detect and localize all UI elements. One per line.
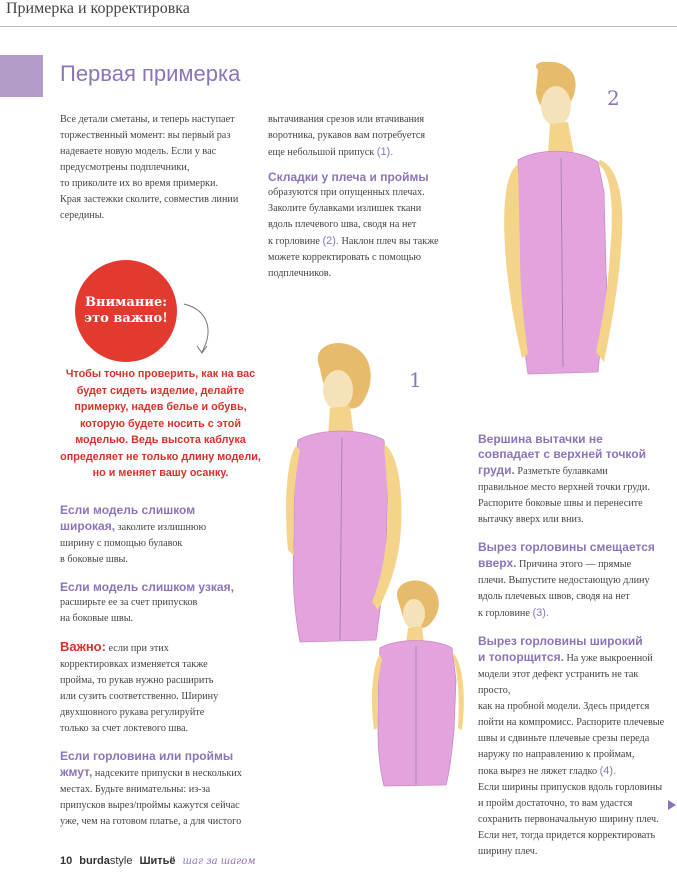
figure-ref: (3). xyxy=(532,607,549,619)
brand-suffix: style xyxy=(109,855,133,867)
section-heading: Если модель слишком xyxy=(60,503,196,517)
section-heading: Вершина вытачки не xyxy=(478,432,603,446)
right-lower-column: Вершина вытачки не совпадает с верхней точкой груди. Разметьте булавками правильное место верхней точки груди. Распорите боковые швы и перенесите вытачку вверх или вниз. Вырез горловины смещается вверх. Причина этого — прямые плечи. Выпустите недостающую длину вдоль плечевых швов, сводя на нет к горловине (3). Вырез горловины широкий и топорщится. На уже выкроенной модели этот дефект устранить не так просто, как на пробной модели. Здесь придется пойти на компромисс. Распорите плечевые швы и сдвиньте плечевые срезы переда наружу по направлению к проймам, пока вырез не ляжет гладко (4). Если ширины припусков вдоль горловины и пройм достаточно, то вам удастся сохранить первоначальную ширину плеч. Если нет, тогда придется корректировать ширину плеч. xyxy=(478,432,668,860)
section-heading: Если модель слишком узкая, xyxy=(60,580,234,594)
section-heading: Вырез горловины широкий xyxy=(478,634,643,648)
dress-illustration-2 xyxy=(488,62,628,397)
figure-number-2: 2 xyxy=(607,86,620,110)
brand-name: burda xyxy=(79,855,110,867)
section-heading: Если горловина или проймы xyxy=(60,749,234,763)
attention-badge: Внимание: это важно! xyxy=(75,260,177,362)
figure-number-1: 1 xyxy=(409,368,422,392)
warning-text: Чтобы точно проверить, как на вас будет сидеть изделие, делайте примерку, надев белье и обувь, которую будете носить с этой моделью. Ведь высота каблука определяет не только длину модели, но и меняет вашу осанку. xyxy=(60,368,261,479)
tagline: шаг за шагом xyxy=(182,856,256,867)
left-lower-column: Если модель слишком широкая, заколите излишнюю ширину с помощью булавок в боковые швы. Если модель слишком узкая, расширьте ее за счет припусков на боковые швы. Важно: если при этих корректировках изменяется также пройма, то рукав нужно расширить или сузить соответственно. Ширину двухшовного рукава регулируйте только за счет локтевого шва. Если горловина или проймы жмут, надсеките припуски в нескольких местах. Будьте внимательны: из-за припусков вырез/проймы кажутся сейчас уже, чем на готовом платье, а для чистого xyxy=(60,503,265,830)
next-page-arrow-icon xyxy=(668,800,676,810)
figure-ref: (1). xyxy=(376,146,394,158)
section-name: Шитьё xyxy=(139,855,176,867)
page-title: Первая примерка xyxy=(60,61,241,86)
page-number: 10 xyxy=(60,855,73,867)
curved-arrow-icon xyxy=(180,300,220,360)
figure-ref: (2). xyxy=(322,235,339,247)
header-divider xyxy=(0,26,677,27)
intro-text: Все детали сметаны, и теперь наступает торжественный момент: вы первый раз надеваете новую модель. Если у вас предусмотрены подплечники, то приколите их во время примерки. Края застежки сколите, совместив линии середины. xyxy=(60,114,239,221)
figure-ref: (4). xyxy=(599,765,617,777)
running-head: Примерка и корректировка xyxy=(6,0,190,17)
important-label: Важно: xyxy=(60,639,106,654)
section-heading: Вырез горловины смещается xyxy=(478,540,655,554)
dress-illustration-3 xyxy=(370,580,470,800)
column-two: вытачивания срезов или втачивания воротника, рукавов вам потребуется еще небольшой припуск (1). Складки у плеча и проймы образуются при опущенных плечах. Заколите булавками излишек ткани вдоль плечевого шва, сводя на нет к горловине (2). Наклон плеч вы также можете корректировать с помощью подплечников. xyxy=(268,112,463,282)
title-color-band xyxy=(0,55,43,97)
section-heading: Складки у плеча и проймы xyxy=(268,170,429,184)
page-footer xyxy=(60,855,256,867)
